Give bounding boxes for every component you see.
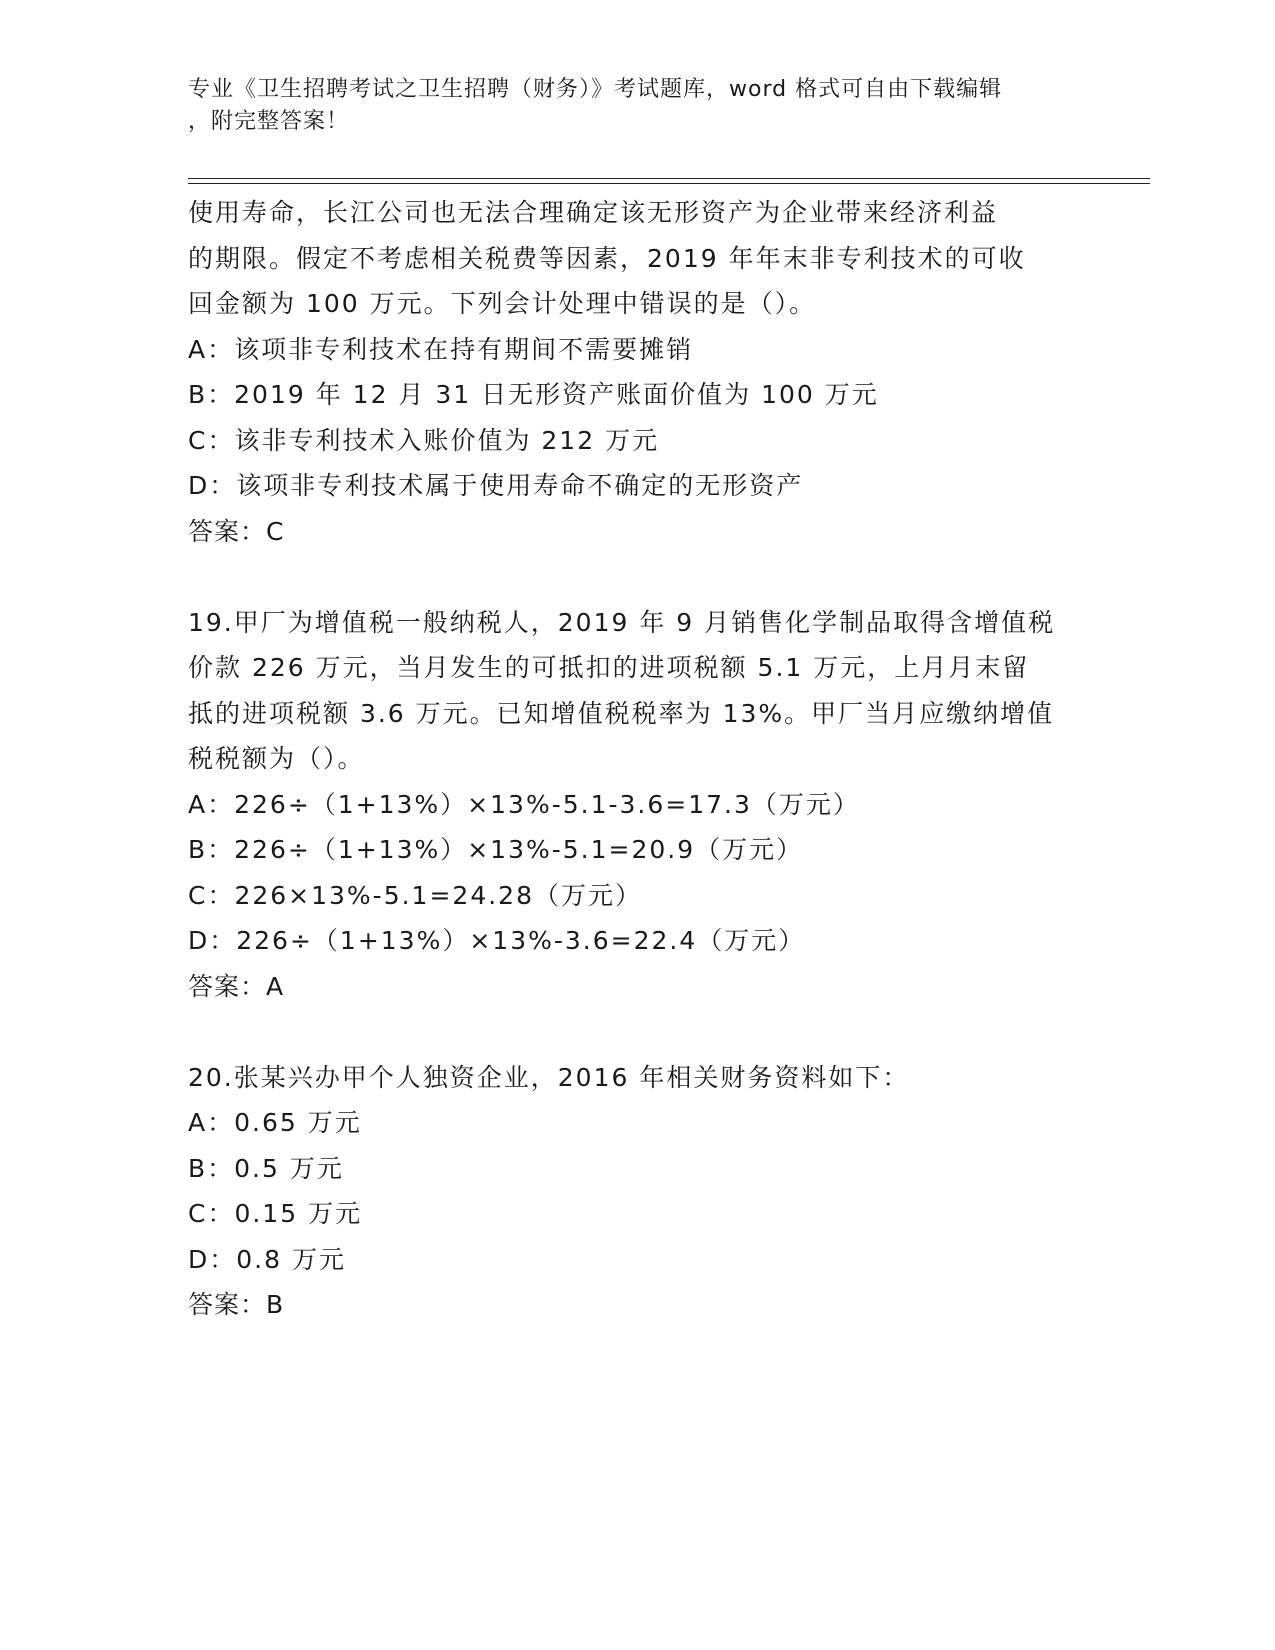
option-c: C：226×13%-5.1=24.28（万元） — [188, 880, 642, 910]
option-d: D：226÷（1+13%）×13%-3.6=22.4（万元） — [188, 926, 806, 955]
document-header — [188, 74, 1088, 138]
header-line-2: ，附完整答案！ — [188, 109, 350, 134]
question-spacer — [188, 1009, 1088, 1055]
option-b: B：226÷（1+13%）×13%-5.1=20.9（万元） — [188, 835, 804, 864]
question-stem-line: 税税额为（）。 — [188, 744, 365, 773]
question-stem-line: 回金额为 100 万元。下列会计处理中错误的是（）。 — [188, 289, 817, 318]
option-a: A：该项非专利技术在持有期间不需要摊销 — [188, 334, 694, 364]
document-body — [188, 190, 1088, 1328]
question-spacer — [188, 554, 1088, 600]
question-stem-line: 使用寿命，长江公司也无法合理确定该无形资产为企业带来经济利益 — [188, 198, 999, 227]
answer-line: 答案：C — [188, 516, 285, 546]
question-18 — [188, 190, 1088, 554]
header-line-1: 专业《卫生招聘考试之卫生招聘（财务）》考试题库，word 格式可自由下载编辑 — [188, 77, 1003, 102]
option-c: C：该非专利技术入账价值为 212 万元 — [188, 425, 660, 455]
question-19 — [188, 600, 1088, 1010]
option-a: A：226÷（1+13%）×13%-5.1-3.6=17.3（万元） — [188, 789, 860, 819]
option-d: D：0.8 万元 — [188, 1244, 346, 1274]
option-b: B：0.5 万元 — [188, 1153, 344, 1183]
answer-line: 答案：B — [188, 1290, 285, 1319]
header-divider-top — [188, 178, 1150, 179]
question-stem-line: 20.张某兴办甲个人独资企业，2016 年相关财务资料如下： — [188, 1062, 910, 1092]
option-a: A：0.65 万元 — [188, 1108, 362, 1137]
option-b: B：2019 年 12 月 31 日无形资产账面价值为 100 万元 — [188, 380, 879, 409]
question-stem-line: 抵的进项税额 3.6 万元。已知增值税税率为 13%。甲厂当月应缴纳增值 — [188, 698, 1055, 728]
header-divider-bottom — [188, 183, 1150, 184]
question-stem-line: 的期限。假定不考虑相关税费等因素，2019 年年末非专利技术的可收 — [188, 243, 1026, 273]
option-c: C：0.15 万元 — [188, 1199, 363, 1228]
question-stem-line: 19.甲厂为增值税一般纳税人，2019 年 9 月销售化学制品取得含增值税 — [188, 607, 1056, 637]
answer-line: 答案：A — [188, 971, 285, 1001]
question-20 — [188, 1055, 1088, 1328]
option-d: D：该项非专利技术属于使用寿命不确定的无形资产 — [188, 471, 804, 500]
question-stem-line: 价款 226 万元，当月发生的可抵扣的进项税额 5.1 万元，上月月末留 — [188, 653, 1030, 682]
